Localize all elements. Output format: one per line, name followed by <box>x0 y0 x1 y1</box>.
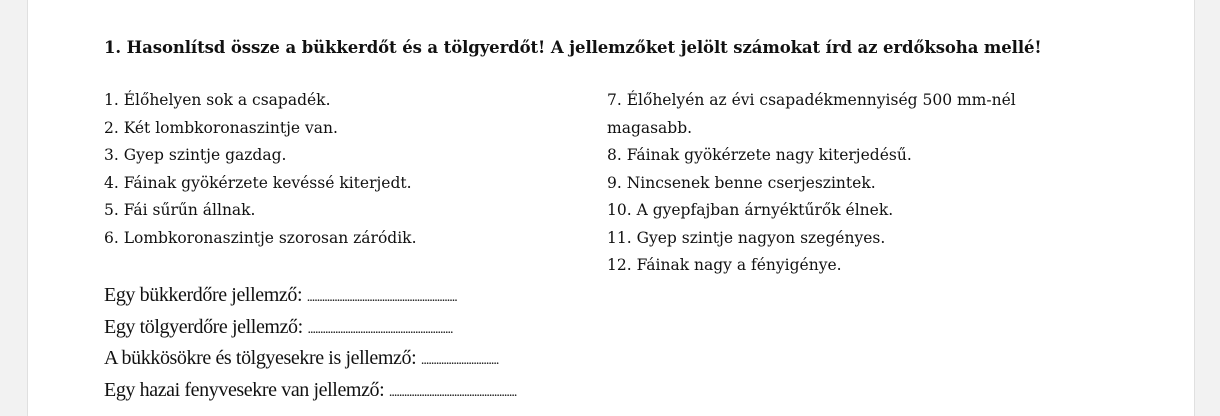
list-item: 7. Élőhelyén az évi csapadékmennyiség 500 mm-nél magasabb. <box>607 91 1016 137</box>
answer-blank[interactable]: ................................................... <box>388 384 517 400</box>
answer-label: A bükkösökre és tölgyesekre is jellemző: <box>104 347 417 369</box>
list-item: 3. Gyep szintje gazdag. <box>104 146 287 164</box>
list-item: 6. Lombkoronaszintje szorosan záródik. <box>104 228 417 247</box>
answer-blank[interactable]: .......................................................... <box>307 321 453 337</box>
list-item: 10. A gyepfajban árnyéktűrők élnek. <box>607 201 894 219</box>
answer-line-beech <box>104 281 516 313</box>
answer-section <box>104 281 516 407</box>
task-title: 1. Hasonlítsd össze a bükkerdőt és a tölgyerdőt! A jellemzőket jelölt számokat írd az erdőksoha mellé! <box>104 38 1042 57</box>
list-item: 2. Két lombkoronaszintje van. <box>104 118 338 137</box>
document-page <box>27 0 1195 416</box>
answer-label: Egy hazai fenyvesekre van jellemző: <box>104 378 385 401</box>
left-column <box>104 87 584 252</box>
answer-label: Egy bükkerdőre jellemző: <box>104 284 303 306</box>
list-item: 1. Élőhelyen sok a csapadék. <box>104 91 331 109</box>
answer-blank[interactable]: ............................................................ <box>306 290 457 305</box>
answer-line-pine <box>104 376 516 408</box>
right-column <box>607 87 1077 280</box>
list-item: 9. Nincsenek benne cserjeszintek. <box>607 173 876 192</box>
list-item: 12. Fáinak nagy a fényigénye. <box>607 256 842 274</box>
answer-line-oak <box>104 313 516 345</box>
list-item: 11. Gyep szintje nagyon szegényes. <box>607 228 886 247</box>
list-item: 5. Fái sűrűn állnak. <box>104 201 256 219</box>
answer-blank[interactable]: ............................... <box>420 353 499 368</box>
answer-line-both <box>104 344 516 376</box>
answer-label: Egy tölgyerdőre jellemző: <box>104 315 303 338</box>
list-item: 4. Fáinak gyökérzete kevéssé kiterjedt. <box>104 173 412 192</box>
list-item: 8. Fáinak gyökérzete nagy kiterjedésű. <box>607 146 912 164</box>
